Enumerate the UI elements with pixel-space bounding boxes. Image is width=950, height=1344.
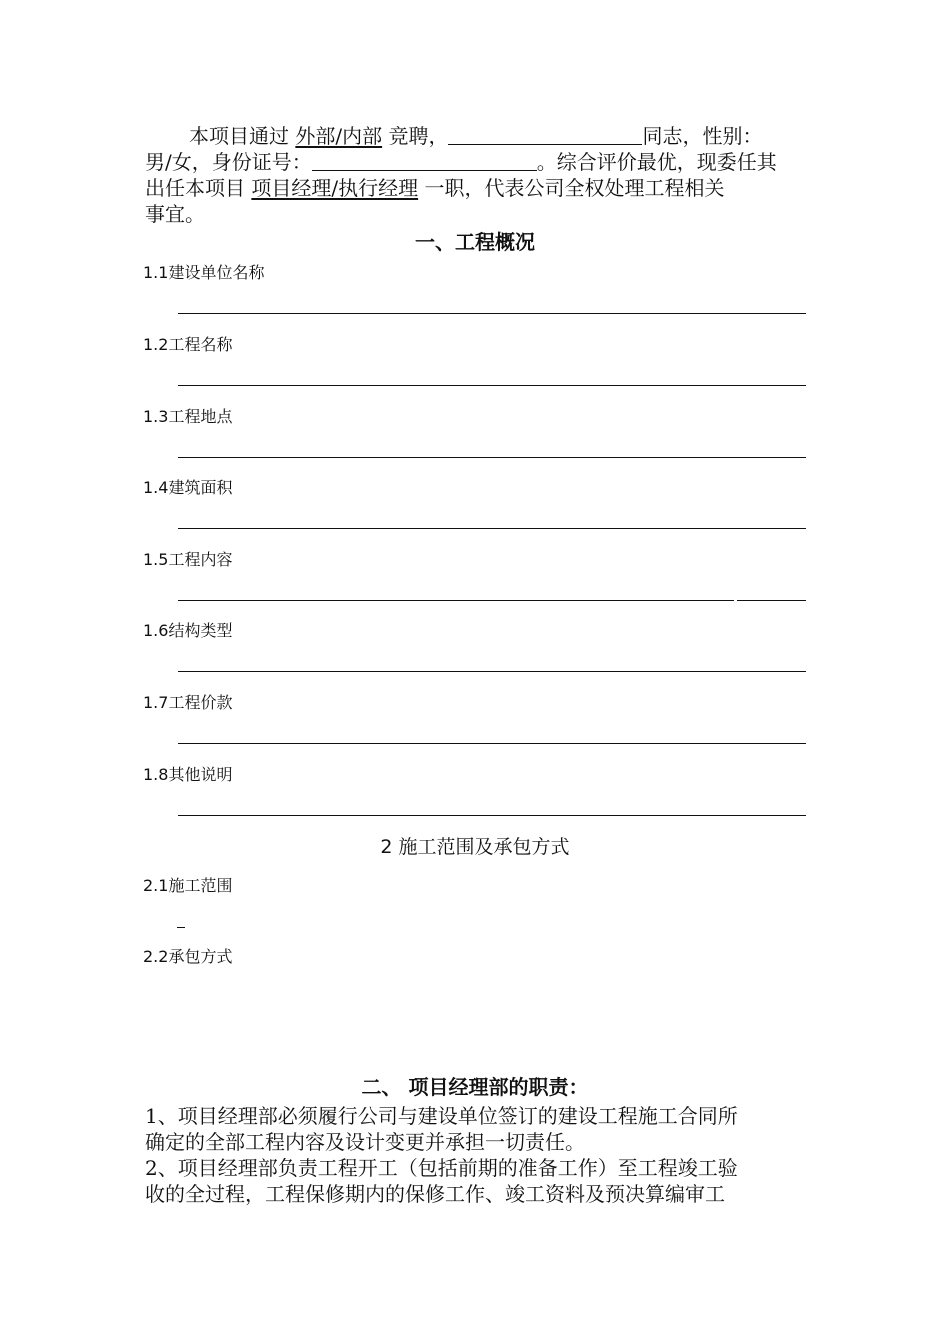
item-label: 1.7工程价款 bbox=[143, 693, 233, 712]
intro-text: 一职，代表公司全权处理工程相关 bbox=[418, 176, 725, 200]
intro-line-1 bbox=[145, 123, 810, 149]
item-label: 1.6结构类型 bbox=[143, 621, 233, 640]
fill-line[interactable] bbox=[178, 313, 806, 314]
fill-line[interactable] bbox=[178, 528, 806, 529]
fill-line[interactable] bbox=[178, 743, 806, 744]
item-label: 2.1施工范围 bbox=[143, 876, 233, 895]
fill-line[interactable] bbox=[178, 457, 806, 458]
intro-text: 男/女，身份证号： bbox=[145, 150, 312, 174]
intro-text: 。综合评价最优，现委任其 bbox=[536, 150, 777, 174]
item-label: 1.4建筑面积 bbox=[143, 478, 233, 497]
fill-line[interactable] bbox=[178, 671, 806, 672]
item-label: 1.3工程地点 bbox=[143, 407, 233, 426]
item-label: 1.2工程名称 bbox=[143, 335, 233, 354]
item-label: 1.5工程内容 bbox=[143, 550, 233, 569]
recruit-type: 外部/内部 bbox=[295, 124, 383, 148]
fill-line[interactable] bbox=[178, 385, 806, 386]
item-label: 1.1建设单位名称 bbox=[143, 263, 265, 282]
fill-line[interactable] bbox=[178, 600, 734, 601]
section-3-title: 二、 项目经理部的职责： bbox=[361, 1075, 589, 1099]
paragraph bbox=[145, 1155, 810, 1207]
section-2-title: 2 施工范围及承包方式 bbox=[380, 836, 570, 858]
intro-text: 本项目通过 bbox=[189, 124, 296, 148]
section-1-title: 一、工程概况 bbox=[415, 230, 535, 254]
intro-text: 竞聘， bbox=[382, 124, 449, 148]
id-number-blank[interactable] bbox=[312, 150, 537, 171]
intro-line-2 bbox=[145, 149, 810, 175]
fill-line[interactable] bbox=[737, 600, 806, 601]
paragraph bbox=[145, 1103, 810, 1155]
paragraph-line: 1、项目经理部必须履行公司与建设单位签订的建设工程施工合同所 bbox=[145, 1104, 738, 1128]
appointment-intro bbox=[145, 123, 810, 227]
paragraph-line: 确定的全部工程内容及设计变更并承担一切责任。 bbox=[145, 1130, 585, 1154]
fill-line[interactable] bbox=[178, 815, 806, 816]
intro-text: 事宜。 bbox=[145, 202, 205, 226]
intro-text: 出任本项目 bbox=[145, 176, 252, 200]
intro-line-4 bbox=[145, 201, 810, 227]
intro-line-3 bbox=[145, 175, 810, 201]
intro-text: 同志，性别： bbox=[642, 124, 763, 148]
paragraph-line: 2、项目经理部负责工程开工（包括前期的准备工作）至工程竣工验 bbox=[145, 1156, 738, 1180]
position-type: 项目经理/执行经理 bbox=[251, 176, 419, 200]
item-label: 2.2承包方式 bbox=[143, 947, 233, 966]
paragraph-line: 收的全过程，工程保修期内的保修工作、竣工资料及预决算编审工 bbox=[145, 1182, 725, 1206]
name-blank[interactable] bbox=[448, 124, 642, 145]
item-label: 1.8其他说明 bbox=[143, 765, 233, 784]
fill-line[interactable] bbox=[177, 927, 185, 928]
